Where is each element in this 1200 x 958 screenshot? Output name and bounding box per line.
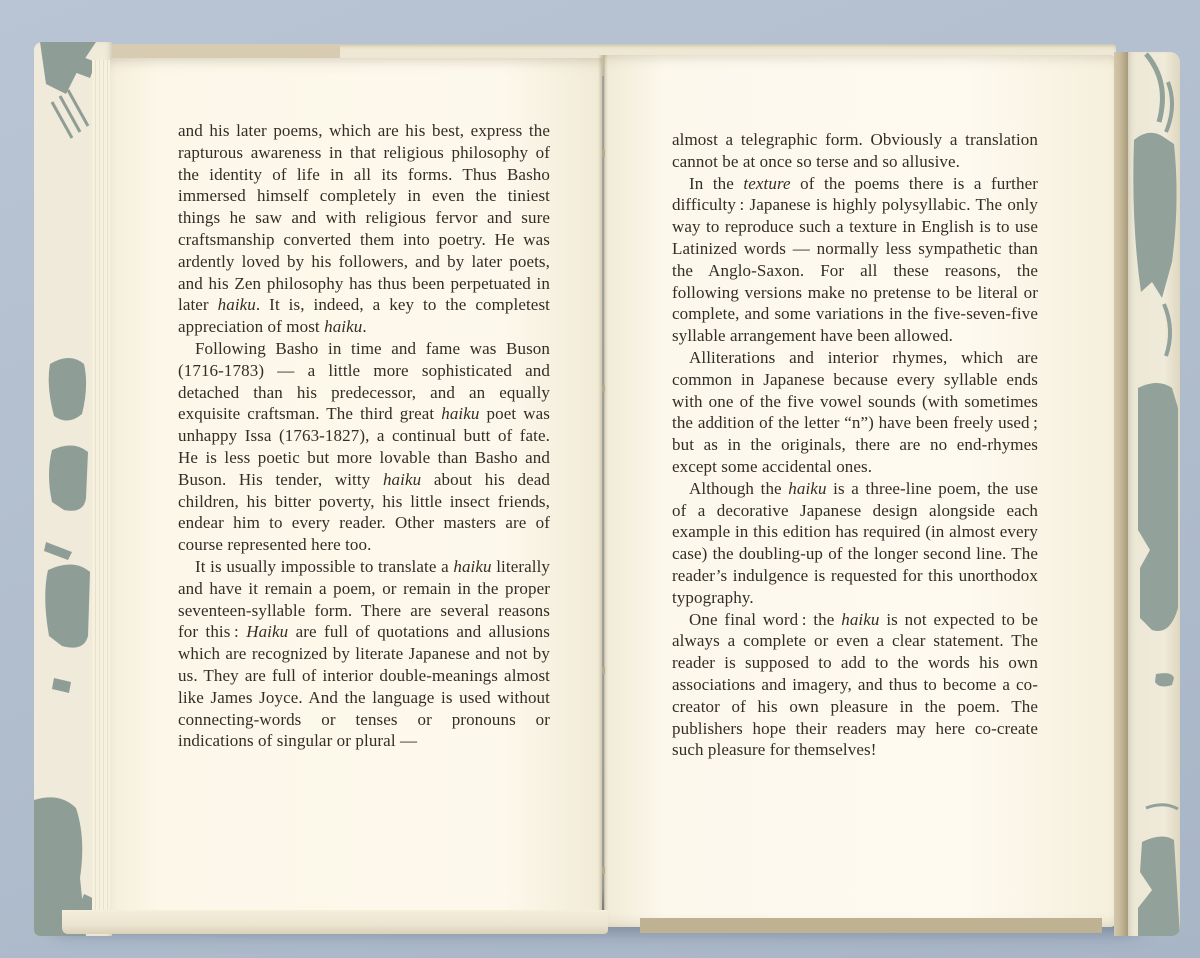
paragraph: [672, 173, 1038, 347]
bottom-page-edges-left: [62, 910, 608, 934]
left-page: [110, 58, 602, 926]
text-run: and his later poems, which are his best, express the rapturous awareness in that religious philosophy of the identity of life in all its forms. Thus Basho immersed himself completely in even the tiniest things he saw and with religious fervor and sure craftsmanship converted them into poetry. He was ardently loved by his followers, and by later poets, and his Zen philosophy has thus been perpetuated in later: [178, 121, 550, 315]
text-run: are full of quotations and allusions which are recognized by literate Japanese and not by us. They are full of interior double-meanings almost like James Joyce. And the language is used without connecting-words or tenses or pronouns or indications of singular or plural —: [178, 622, 550, 751]
left-page-text: [110, 58, 550, 752]
italic-term: haiku: [217, 295, 256, 315]
text-run: almost a telegraphic form. Obviously a translation cannot be at once so terse and so allusive.: [672, 130, 1038, 171]
right-page: [604, 55, 1114, 927]
text-run: . It is, indeed, a key to the completest appreciation of most: [178, 295, 550, 337]
stitch-mark-icon: [602, 150, 605, 157]
paragraph: [672, 609, 1038, 762]
text-run: Alliterations and interior rhymes, which are common in Japanese because every syllable ends with one of the five vowel sounds (with sometimes the addition of the letter “n”) have been freely used ; but as in the originals, there are no end-rhymes except some accidental ones.: [672, 347, 1038, 476]
paragraph: [178, 338, 550, 556]
text-run: literally and have it remain a poem, or remain in the proper seventeen-syllable form. There are several reasons for this :: [178, 556, 550, 642]
text-run: In the: [689, 173, 744, 193]
paragraph: [178, 556, 550, 752]
text-run: is a three-line poem, the use of a decorative Japanese design alongside each example in this edition has required (in almost every case) the doubling-up of the longer second line. The reader’s indulgence is requested for this unorthodox typography.: [672, 478, 1038, 607]
book-gutter: [598, 55, 608, 927]
text-run: about his dead children, his bitter poverty, his little insect friends, endear him to every reader. Other masters are of course represented here too.: [178, 469, 551, 555]
italic-term: haiku: [324, 317, 363, 337]
italic-term: haiku: [788, 478, 827, 498]
italic-term: haiku: [382, 469, 422, 489]
leaf-pattern-right-icon: [1128, 52, 1180, 936]
right-page-text: [604, 55, 1038, 761]
stitch-mark-icon: [602, 867, 605, 874]
text-run: is not expected to be always a complete or even a clear statement. The reader is supposed to add to the words his own associations and imagery, and thus to become a co-creator of his own pleasure in the poem. The publishers hope their readers may here co-create such pleasure for themselves!: [672, 609, 1038, 760]
right-spine-fold: [1114, 52, 1128, 936]
italic-term: texture: [743, 173, 791, 193]
left-page-fore-edge: [92, 60, 112, 922]
text-run: It is usually impossible to translate a: [195, 556, 454, 576]
stitch-mark-icon: [602, 667, 605, 674]
paragraph: [672, 478, 1038, 609]
italic-term: haiku: [453, 556, 492, 576]
italic-term: haiku: [441, 404, 480, 424]
right-cover-endpaper: [1128, 52, 1180, 936]
stitch-mark-icon: [602, 385, 605, 392]
italic-term: Haiku: [246, 622, 289, 642]
text-run: .: [362, 317, 367, 337]
paragraph: [672, 347, 1038, 478]
text-run: poet was unhappy Issa (1763-1827), a continual butt of fate. He is less poetic but more lovable than Basho and Buson. His tender, witty: [178, 404, 550, 489]
text-run: of the poems there is a further difficulty : Japanese is highly polysyllabic. The only way to reproduce such a texture in English is to use Latinized words — normally less sympathetic than the Anglo-Saxon. For all these reasons, the following versions make no pretense to be literal or complete, and some variations in the five-seven-five syllable arrangement have been allowed.: [672, 173, 1038, 346]
italic-term: haiku: [841, 609, 880, 629]
bottom-edge-tan-strip: [640, 918, 1102, 933]
paragraph: [178, 120, 550, 338]
text-run: One final word : the: [689, 609, 842, 629]
text-run: Following Basho in time and fame was Buson (1716-1783) — a little more sophisticated and detached than his predecessor, and an equally exquisite craftsman. The third great: [178, 338, 550, 424]
text-run: Although the: [689, 478, 789, 498]
top-edge-tan-strip: [108, 44, 340, 58]
open-book: [34, 30, 1180, 936]
paragraph: [672, 129, 1038, 173]
